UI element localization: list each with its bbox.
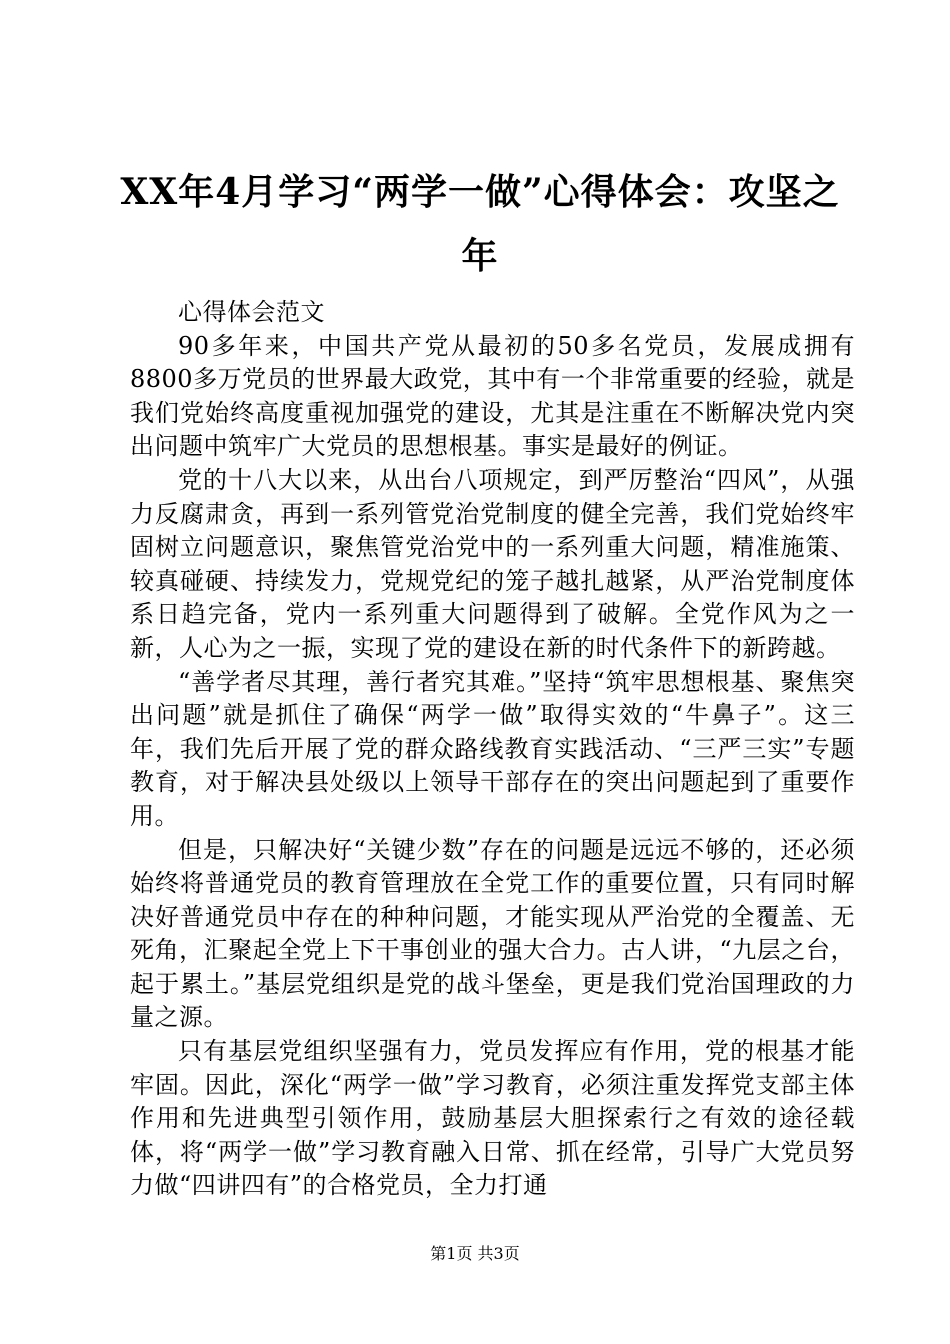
document-label: 心得体会范文 bbox=[178, 298, 325, 326]
paragraph: 党的十八大以来，从出台八项规定，到严厉整治“四风”，从强力反腐肃贪，再到一系列管党治党制度的健全完善，我们党始终牢固树立问题意识，聚焦管党治党中的一系列重大问题，精准施策、较真碰硬、持续发力，党规党纪的笼子越扎越紧，从严治党制度体系日趋完备，党内一系列重大问题得到了破解。全党作风为之一新，人心为之一振，实现了党的建设在新的时代条件下的新跨越。 bbox=[130, 465, 855, 662]
paragraph: 90多年来，中国共产党从最初的50多名党员，发展成拥有8800多万党员的世界最大政党，其中有一个非常重要的经验，就是我们党始终高度重视加强党的建设，尤其是注重在不断解决党内突出问题中筑牢广大党员的思想根基。事实是最好的例证。 bbox=[130, 331, 855, 461]
document-body bbox=[130, 296, 855, 1203]
document-title: XX年4月学习“两学一做”心得体会：攻坚之年 bbox=[120, 171, 840, 277]
paragraph: “善学者尽其理，善行者究其难。”坚持“筑牢思想根基、聚焦突出问题”就是抓住了确保“两学一做”取得实效的“牛鼻子”。这三年，我们先后开展了党的群众路线教育实践活动、“三严三实”专题教育，对于解决县处级以上领导干部存在的突出问题起到了重要作用。 bbox=[130, 667, 855, 830]
paragraph: 只有基层党组织坚强有力，党员发挥应有作用，党的根基才能牢固。因此，深化“两学一做”学习教育，必须注重发挥党支部主体作用和先进典型引领作用，鼓励基层大胆探索行之有效的途径载体，将“两学一做”学习教育融入日常、抓在经常，引导广大党员努力做“四讲四有”的合格党员，全力打通 bbox=[130, 1037, 855, 1200]
page-number-footer: 第1页 共3页 bbox=[430, 1244, 520, 1263]
paragraph: 但是，只解决好“关键少数”存在的问题是远远不够的，还必须始终将普通党员的教育管理放在全党工作的重要位置，只有同时解决好普通党员中存在的种种问题，才能实现从严治党的全覆盖、无死角，汇聚起全党上下干事创业的强大合力。古人讲，“九层之台，起于累土。”基层党组织是党的战斗堡垒，更是我们党治国理政的力量之源。 bbox=[130, 835, 855, 1032]
